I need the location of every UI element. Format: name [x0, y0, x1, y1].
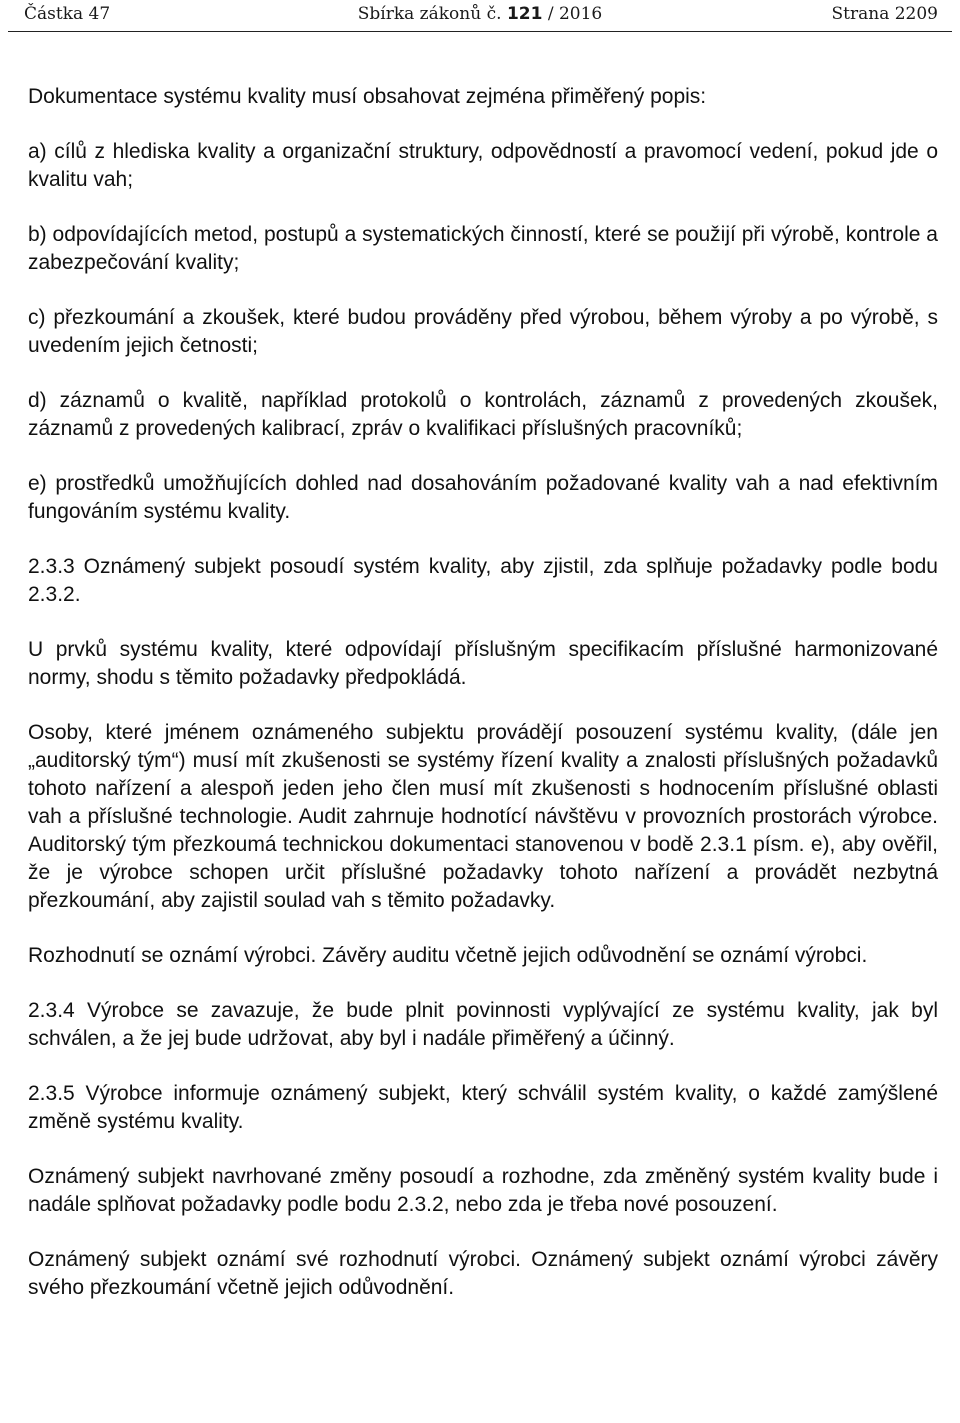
document-body [28, 83, 938, 1302]
paragraph-item-b: b) odpovídajících metod, postupů a systematických činností, které se použijí při výrobě, kontrole a zabezpečování kvality; [28, 223, 938, 274]
paragraph-decision: Rozhodnutí se oznámí výrobci. Závěry auditu včetně jejich odůvodnění se oznámí výrobci. [28, 944, 868, 967]
page-number: Strana 2209 [831, 4, 938, 24]
paragraph-notification: Oznámený subjekt oznámí své rozhodnutí výrobci. Oznámený subjekt oznámí výrobci závěry svého přezkoumání včetně jejich odůvodnění. [28, 1248, 938, 1299]
paragraph-item-a: a) cílů z hlediska kvality a organizační struktury, odpovědností a pravomocí vedení, pokud jde o kvalitu vah; [28, 140, 938, 191]
paragraph-2-3-3: 2.3.3 Oznámený subjekt posoudí systém kvality, aby zjistil, zda splňuje požadavky podle bodu 2.3.2. [28, 555, 938, 606]
paragraph-item-e: e) prostředků umožňujících dohled nad dosahováním požadované kvality vah a nad efektivním fungováním systému kvality. [28, 472, 938, 523]
paragraph-audit-team: Osoby, které jménem oznámeného subjektu provádějí posouzení systému kvality, (dále jen „auditorský tým“) musí mít zkušenosti se systémy řízení kvality a znalosti příslušných požadavků tohoto nařízení a alespoň jeden jeho člen musí mít zkušenosti s hodnocením příslušné oblasti vah a příslušné technologie. Audit zahrnuje hodnotící návštěvu v provozních prostorách výrobce. Auditorský tým přezkoumá technickou dokumentaci stanovenou v bodě 2.3.1 písm. e), aby ověřil, že je výrobce schopen určit příslušné požadavky tohoto nařízení a provádět nezbytná přezkoumání, aby zajistil soulad vah s těmito požadavky. [28, 721, 938, 912]
paragraph-item-c: c) přezkoumání a zkoušek, které budou prováděny před výrobou, během výroby a po výrobě, s uvedením jejich četnosti; [28, 306, 938, 357]
header-divider [8, 31, 952, 32]
collection-label: Sbírka zákonů č. [357, 4, 502, 24]
paragraph-2-3-5: 2.3.5 Výrobce informuje oznámený subjekt, který schválil systém kvality, o každé zamýšlené změně systému kvality. [28, 1082, 938, 1133]
paragraph-intro: Dokumentace systému kvality musí obsahovat zejména přiměřený popis: [28, 85, 707, 108]
act-year: / 2016 [547, 4, 603, 24]
issue-part: Částka 47 [24, 4, 111, 24]
paragraph-2-3-4: 2.3.4 Výrobce se zavazuje, že bude plnit povinnosti vyplývající ze systému kvality, jak byl schválen, a že jej bude udržovat, aby byl i nadále přiměřený a účinný. [28, 999, 938, 1050]
collection-title [0, 4, 960, 24]
paragraph-harmonized-norm: U prvků systému kvality, které odpovídají příslušným specifikacím příslušné harmonizované normy, shodu s těmito požadavky předpokládá. [28, 638, 938, 689]
page-header [0, 0, 960, 32]
paragraph-item-d: d) záznamů o kvalitě, například protokolů o kontrolách, záznamů z provedených zkoušek, záznamů z provedených kalibrací, zpráv o kvalifikaci příslušných pracovníků; [28, 389, 938, 440]
act-number: 121 [506, 4, 543, 24]
paragraph-change-assessment: Oznámený subjekt navrhované změny posoudí a rozhodne, zda změněný systém kvality bude i nadále splňovat požadavky podle bodu 2.3.2, nebo zda je třeba nové posouzení. [28, 1165, 938, 1216]
